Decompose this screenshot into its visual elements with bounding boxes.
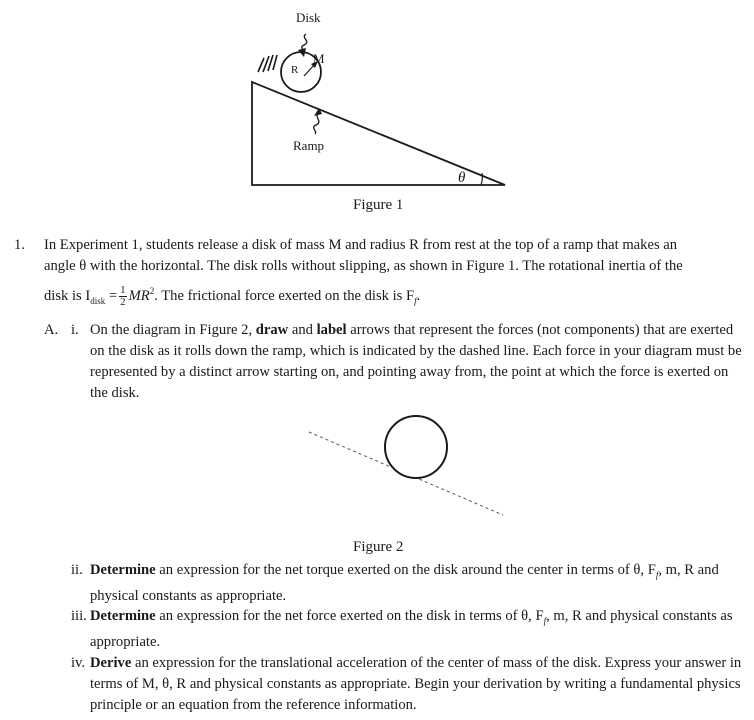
a-i-text-2: and — [288, 322, 317, 338]
fraction-denominator: 2 — [120, 296, 126, 309]
part-a-i-text — [90, 320, 745, 404]
a-i-draw: draw — [255, 322, 289, 338]
friction-text: . The frictional force exerted on the disk is F — [154, 287, 415, 304]
part-a-iii-label: iii. — [71, 608, 87, 624]
friction-end: . — [416, 287, 421, 304]
release-hatch-marks — [258, 55, 277, 72]
inertia-prefix: disk is I — [44, 287, 91, 304]
ramp-label: Ramp — [293, 138, 325, 153]
ramp-triangle — [252, 82, 505, 185]
inertia-exponent: 2 — [149, 286, 155, 296]
friction-subscript: f — [414, 295, 417, 306]
figure-2-diagram — [0, 410, 754, 535]
a-ii-text-2: , m, R and physical constants as appropriate. — [90, 562, 719, 604]
part-a-iii-text — [90, 606, 745, 653]
a-iv-verb: Derive — [90, 655, 132, 671]
a-iii-text-2: , m, R and physical constants as appropriate. — [90, 608, 733, 650]
disk-label: Disk — [296, 10, 321, 25]
radius-label: R — [291, 64, 299, 76]
disk-circle-figure-2 — [385, 416, 447, 478]
figure-1-caption: Figure 1 — [353, 197, 404, 213]
question-number: 1. — [14, 237, 25, 253]
one-half-fraction — [119, 285, 127, 308]
fraction-numerator: 1 — [120, 284, 126, 297]
a-iv-text-1: an expression for the translational acceleration of the center of mass of the disk. Express your answer in terms of M, θ, R and physical constants as appropriate. Begin your derivation by writing a fundamental physics principle or an equation from the reference information. — [90, 655, 742, 713]
part-a-i-label: i. — [71, 322, 79, 338]
intro-line-2: angle θ with the horizontal. The disk rolls without slipping, as shown in Figure 1. The rotational inertia of the — [44, 258, 683, 274]
part-a-ii-text — [90, 560, 745, 607]
figure-2-caption: Figure 2 — [353, 539, 404, 555]
a-iii-subscript: f — [543, 615, 547, 626]
mass-label: M — [313, 51, 325, 66]
intro-line-1: In Experiment 1, students release a disk of mass M and radius R from rest at the top of a ramp that makes an — [44, 237, 678, 253]
inertia-subscript: disk — [90, 295, 106, 306]
a-i-label-word: label — [316, 322, 347, 338]
a-iii-text-1: an expression for the net force exerted on the disk in terms of θ, F — [155, 608, 544, 624]
a-ii-subscript: f — [655, 569, 659, 580]
a-ii-verb: Determine — [90, 562, 156, 578]
part-a-ii-label: ii. — [71, 562, 83, 578]
a-iii-verb: Determine — [90, 608, 156, 624]
angle-label: θ — [458, 170, 466, 186]
figure-1-diagram — [0, 0, 754, 215]
part-a-label: A. — [44, 322, 59, 338]
inertia-equals: = — [108, 287, 118, 304]
part-a-iv-text — [90, 653, 745, 716]
inertia-mr: MR — [128, 287, 150, 304]
a-i-text-3: arrows that represent the forces (not components) that are exerted on the disk as it rolls down the ramp, which is indicated by the dashed line. Each force in your diagram must be represented by a distinct arrow starting on, and pointing away from, the point at which the force is exerted on the disk. — [90, 322, 742, 401]
question-intro — [44, 235, 744, 312]
a-ii-text-1: an expression for the net torque exerted on the disk around the center in terms of θ, F — [155, 562, 656, 578]
intro-line-3 — [44, 281, 744, 312]
a-i-text-1: On the diagram in Figure 2, — [90, 322, 256, 338]
part-a-iv-label: iv. — [71, 655, 86, 671]
